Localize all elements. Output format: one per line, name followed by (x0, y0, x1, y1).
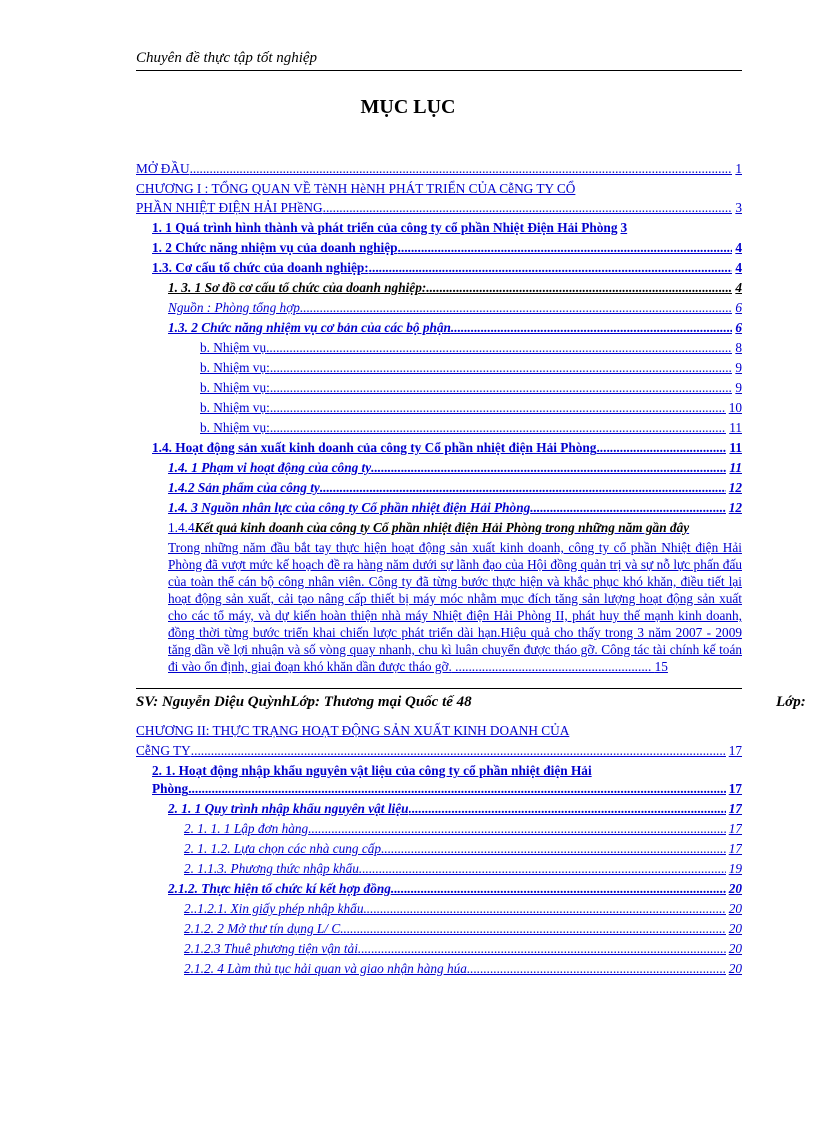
toc-entry[interactable]: 2. 1. Hoạt động nhập khẩu nguyên vật liệu của công ty cổ phần nhiệt điện Hải (152, 763, 592, 778)
toc-entry[interactable]: 1.4. 3 Nguồn nhân lực của công ty Cổ phần nhiệt điện Hải Phòng ..... 12 (168, 499, 742, 516)
toc-entry[interactable]: 1. 2 Chức năng nhiệm vụ của doanh nghiệp ..... 4 (152, 239, 742, 256)
toc-entry[interactable]: b. Nhiệm vụ: ..... 10 (200, 399, 742, 416)
page-footer: SV: Nguyễn Diệu QuỳnhLớp: Thương mại Quốc tế 48 (136, 694, 472, 710)
toc-entry[interactable]: CễNG TY ..... 17 (136, 742, 742, 759)
toc-entry[interactable]: 1. 3. 1 Sơ đồ cơ cấu tổ chức của doanh nghiệp: ..... 4 (168, 279, 742, 296)
page-header: Chuyên đề thực tập tốt nghiệp (136, 50, 318, 66)
toc-entry[interactable]: 2.1.2. Thực hiện tổ chức kí kết hợp đồng ..... 20 (168, 880, 742, 897)
toc-entry[interactable]: 1.4.2 Sản phẩm của công ty ..... 12 (168, 479, 742, 496)
footer-rule (136, 688, 742, 689)
page-footer-right: Lớp: (776, 694, 806, 710)
toc-entry[interactable]: 1.4. 1 Phạm vi hoạt động của công ty ..... 11 (168, 459, 742, 476)
toc-entry[interactable]: 1.4. Hoạt động sản xuất kinh doanh của công ty Cổ phần nhiệt điện Hải Phòng ..... 11 (152, 439, 742, 456)
toc-entry[interactable]: 1. 1 Quá trình hình thành và phát triển của công ty cổ phần Nhiệt Điện Hải Phòng 3 (152, 220, 628, 235)
toc-entry[interactable]: CHƯƠNG II: THỰC TRẠNG HOẠT ĐỘNG SẢN XUẤT KINH DOANH CỦA (136, 723, 570, 738)
toc-entry[interactable]: 2.1.2.3 Thuê phương tiện vận tải ..... 20 (184, 940, 742, 957)
toc-entry[interactable]: b. Nhiệm vụ ..... 8 (200, 339, 742, 356)
toc-entry[interactable]: 2.1.2. 2 Mở thư tín dụng L/ C ..... 20 (184, 920, 742, 937)
toc-entry[interactable]: b. Nhiệm vụ: ..... 11 (200, 419, 742, 436)
toc-entry[interactable]: Phòng ..... 17 (152, 780, 742, 797)
toc-entry[interactable]: Nguồn : Phòng tổng hợp ..... 6 (168, 299, 742, 316)
toc-entry[interactable]: 2. 1. 1. 1 Lập đơn hàng ..... 17 (184, 820, 742, 837)
toc-entry[interactable]: 1.3. 2 Chức năng nhiệm vụ cơ bản của các bộ phận ..... 6 (168, 319, 742, 336)
toc-entry[interactable]: 1.3. Cơ cấu tổ chức của doanh nghiệp: ..... 4 (152, 259, 742, 276)
toc-entry[interactable]: MỞ ĐẦU ..... 1 (136, 160, 742, 177)
header-rule (136, 70, 742, 71)
summary-paragraph[interactable]: Trong những năm đầu bắt tay thực hiện hoạt động sản xuất kinh doanh, công ty cổ phần Nhiệt điện Hải Phòng đã vượt mức kế hoạch đề ra hàng năm dưới sự lãnh đạo của Hội đồng quản trị và sự nỗ lực phấn đấu của toàn thể cán bộ công nhân viên. Công ty đã từng bước thực hiện và khắc phục khó khăn, điều tiết lại hoạt động sản xuất, cải tạo nâng cấp thiết bị máy móc nhằm mục đích tăng sản lượng hoạt động sản xuất cho các tổ máy, và dự kiến hoàn thiện nhà máy Nhiệt điện Hải Phòng II, phát huy thế mạnh kinh doanh, đồng thời từng bước triển khai chiến lược phát triển dài hạn.Hiệu quả cho thấy trong 3 năm 2007 - 2009 tăng dần về lợi nhuận và số vòng quay nhanh, chu kì luân chuyển được tháo gỡ. Công tác tài chính kế toán đi vào ổn định, giai đoạn khó khăn dần được tháo gỡ. ........................................................... 15 (168, 540, 742, 674)
toc-entry[interactable]: 2. 1. 1.2. Lựa chọn các nhà cung cấp ..... 17 (184, 840, 742, 857)
toc-entry[interactable]: PHẦN NHIỆT ĐIỆN HẢI PHềNG ..... 3 (136, 199, 742, 216)
toc-entry[interactable]: 2. 1. 1 Quy trình nhập khẩu nguyên vật liệu ..... 17 (168, 800, 742, 817)
toc-title: MỤC LỤC (360, 96, 456, 118)
toc-entry[interactable]: 2.1.2. 4 Làm thủ tục hải quan và giao nhận hàng húa ..... 20 (184, 960, 742, 977)
toc-entry[interactable]: 2. 1.1.3. Phương thức nhập khẩu ..... 19 (184, 860, 742, 877)
toc-entry[interactable]: b. Nhiệm vụ: ..... 9 (200, 359, 742, 376)
toc-entry[interactable]: b. Nhiệm vụ: ..... 9 (200, 379, 742, 396)
toc-entry[interactable]: CHƯƠNG I : TỔNG QUAN VỀ TèNH HèNH PHÁT TRIỂN CỦA CễNG TY CỔ (136, 181, 576, 196)
toc-entry[interactable]: 1.4.4Kết quả kinh doanh của công ty Cổ phần nhiệt điện Hải Phòng trong những năm gần đây (168, 520, 690, 535)
toc-entry[interactable]: 2..1.2.1. Xin giấy phép nhập khẩu ..... 20 (184, 900, 742, 917)
